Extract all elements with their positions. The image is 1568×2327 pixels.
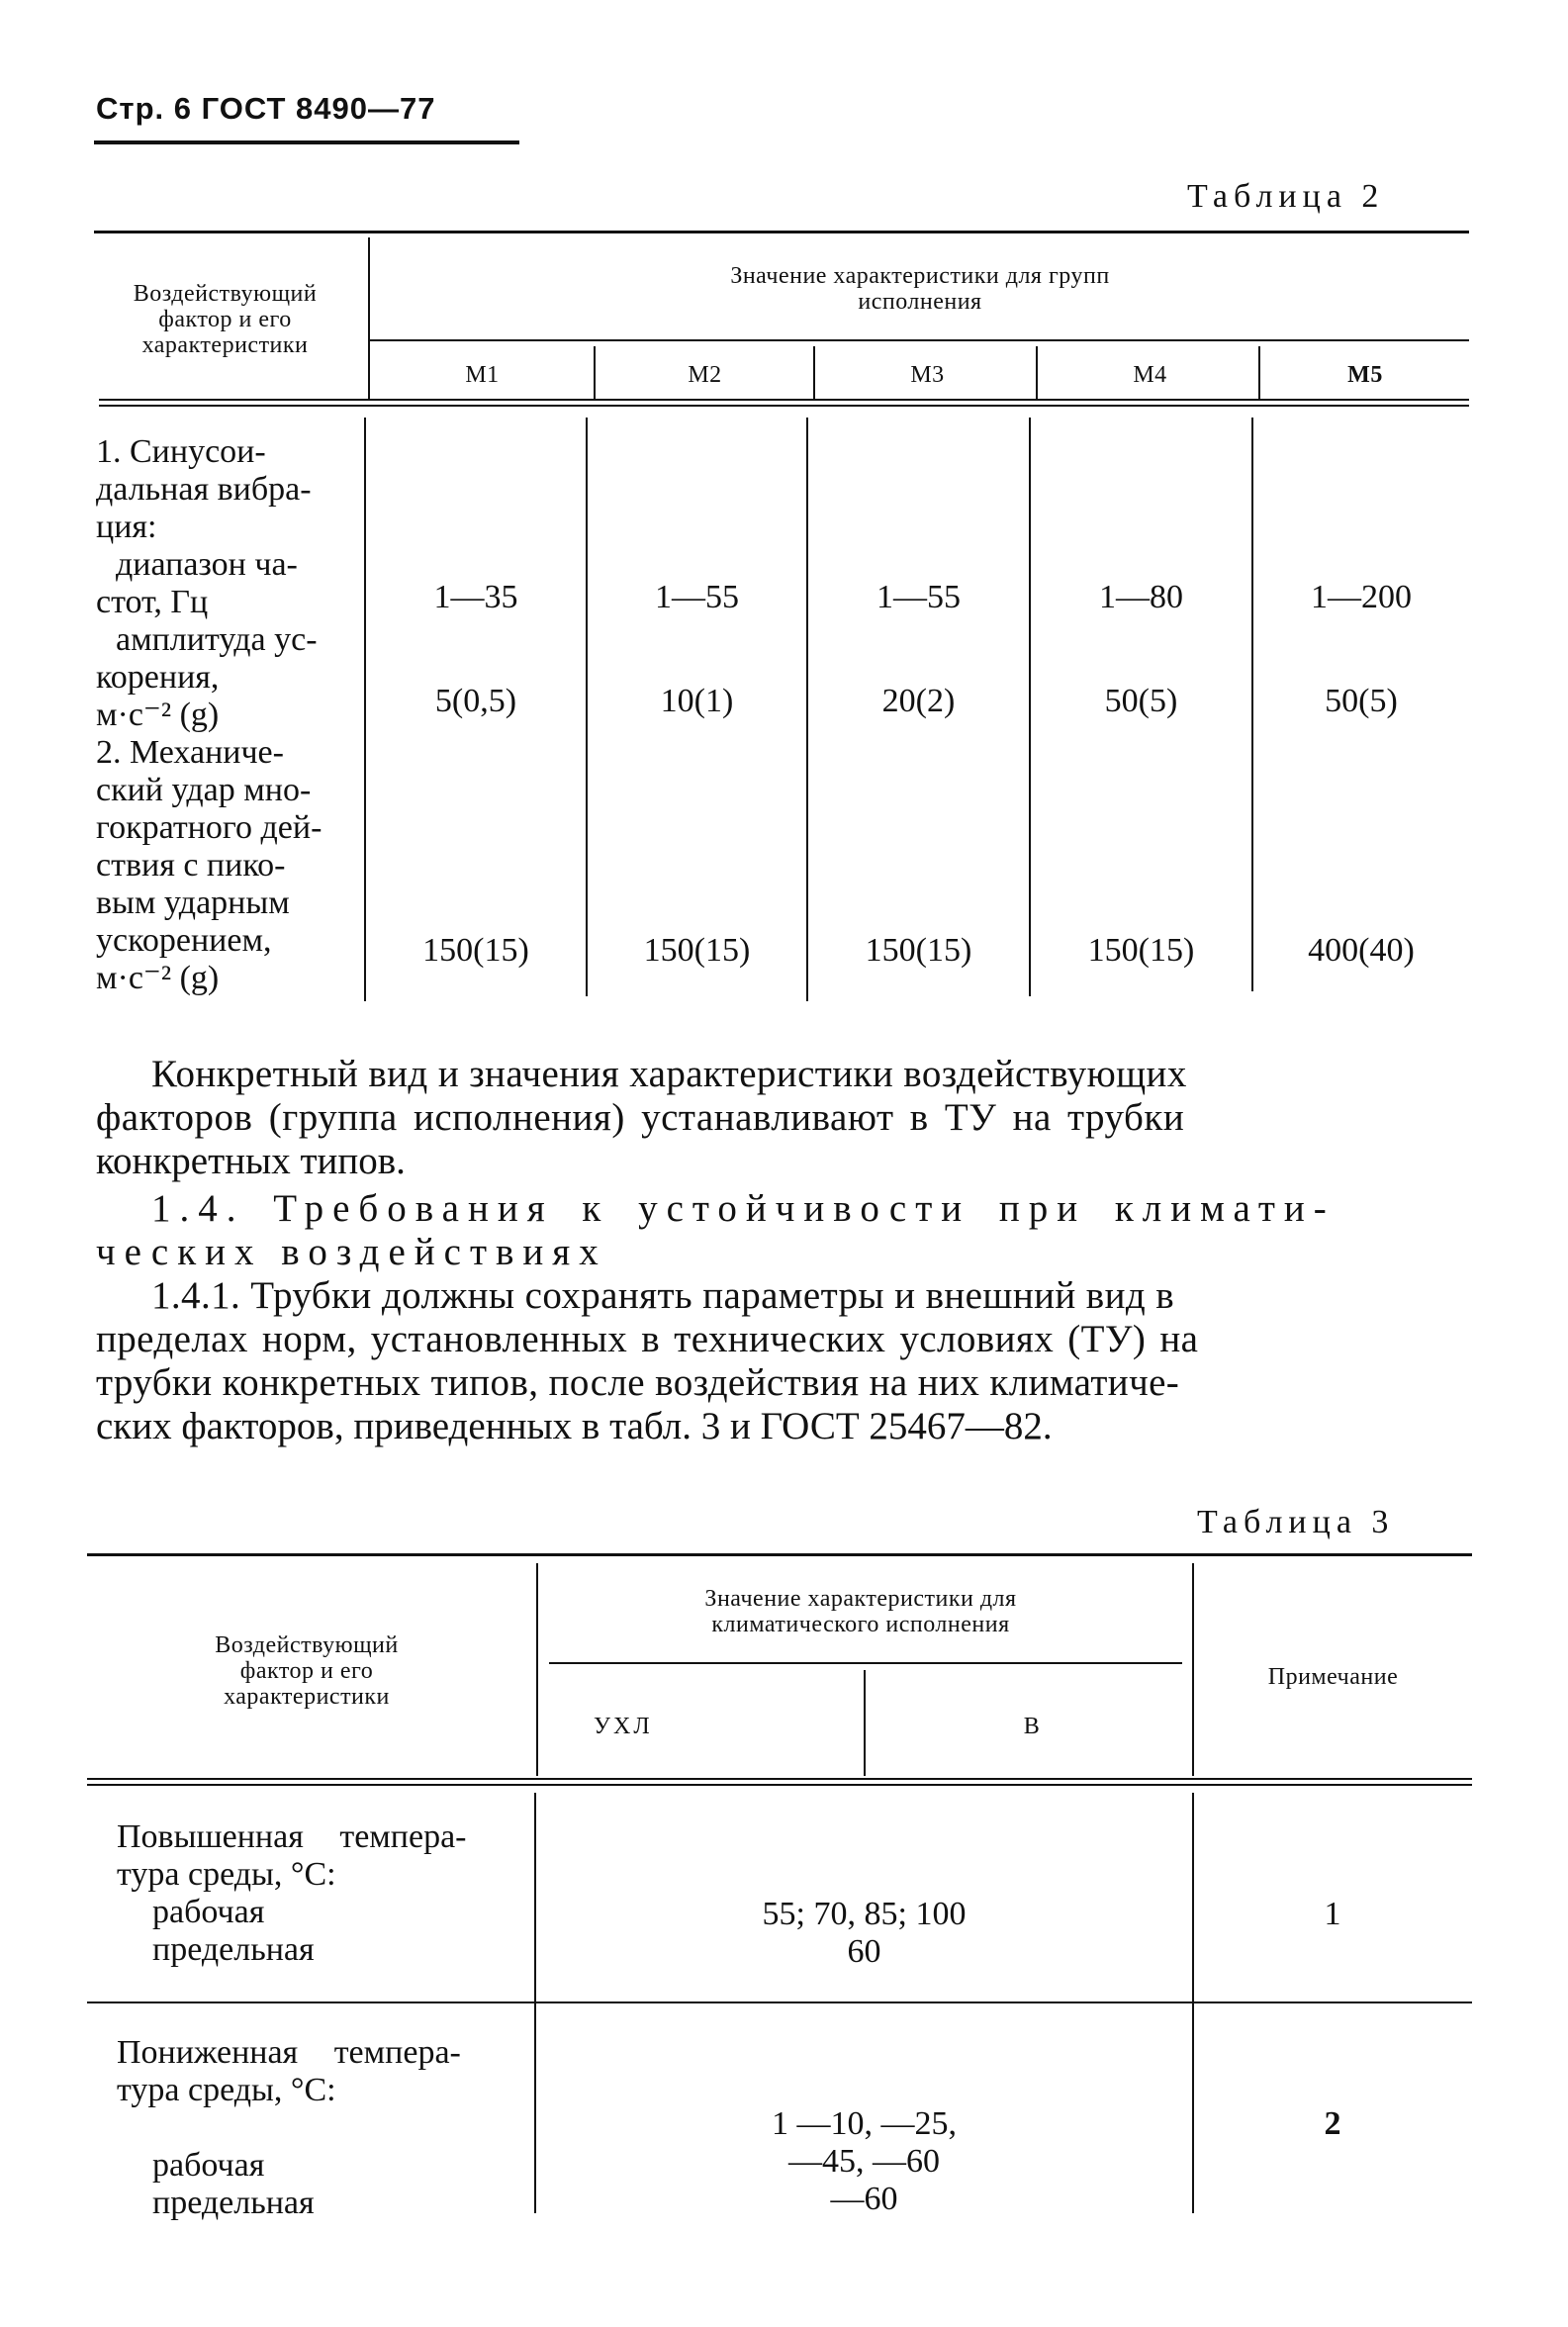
value-line: —45, —60 [788, 2143, 940, 2180]
factor-line: стот, Гц [96, 584, 209, 620]
table2-col-separator [368, 237, 370, 399]
table2-header-bottom-rule [99, 405, 1469, 407]
factor-line: амплитуда ус- [116, 621, 318, 658]
table3-header-bottom-rule [87, 1784, 1472, 1786]
text-line: факторов (группа исполнения) устанавливают в ТУ на трубки [96, 1096, 1185, 1139]
table3-row1-value [536, 1896, 1192, 1971]
paragraph-p3 [96, 1274, 1481, 1448]
table2-col-separator [1258, 346, 1260, 399]
text-line: Конкретный вид и значения характеристики воздействующих [151, 1053, 1187, 1095]
text-line: 1.4. Требования к устойчивости при климати- [151, 1187, 1336, 1230]
factor-line: корения, [96, 659, 220, 696]
table2-cell: 20(2) [881, 683, 956, 719]
text-line: ческих воздействиях [96, 1231, 607, 1273]
header-rule [94, 140, 519, 144]
table3-header-bottom-rule [87, 1778, 1472, 1780]
factor-line: Пониженная темпера- [117, 2034, 461, 2071]
table2-top-rule [94, 231, 1469, 233]
table2-factor-header [99, 281, 351, 358]
table2-header-mid-rule [368, 339, 1469, 341]
factor-line: тура среды, °С: [117, 1856, 336, 1893]
value-line: 55; 70, 85; 100 [762, 1896, 967, 1932]
table2-group-m1: М1 [465, 362, 500, 388]
table2-cell: 150(15) [643, 932, 751, 969]
table3-row2-factor [117, 2034, 527, 2222]
factor-line: ский удар мно- [96, 772, 312, 808]
table2-cell: 150(15) [422, 932, 529, 969]
factor-line: 1. Синусои- [96, 433, 266, 470]
factor-line: тура среды, °С: [117, 2072, 336, 2108]
factor-line: рабочая [152, 1894, 265, 1930]
value-line: 1 —10, —25, [772, 2105, 957, 2142]
table3-factor-header-line: характеристики [224, 1684, 390, 1710]
factor-line: диапазон ча- [116, 546, 298, 583]
factor-line: ускорением, [96, 922, 272, 959]
table2-header-bottom-rule [99, 399, 1469, 401]
text-line: пределах норм, установленных в технических условиях (ТУ) на [96, 1318, 1199, 1360]
table3-row2-value [536, 2105, 1192, 2218]
table2-col-separator [1036, 346, 1038, 399]
factor-line: гократного дей- [96, 809, 323, 846]
table2-cell: 1—55 [876, 579, 961, 615]
table2-cell: 1—35 [433, 579, 518, 615]
table3-group-header-line: климатического исполнения [711, 1612, 1010, 1637]
table2-group-header [371, 263, 1469, 315]
table2-group-m2: М2 [688, 362, 722, 388]
factor-line [117, 2109, 527, 2147]
table2-cell: 50(5) [1104, 683, 1178, 719]
table3-col-separator [536, 1563, 538, 1776]
table2-cell: 5(0,5) [434, 683, 517, 719]
table3-row2-note: 2 [1324, 2105, 1341, 2142]
factor-line: вым ударным [96, 884, 290, 921]
factor-line: предельная [152, 2185, 315, 2221]
table3-factor-header-line: фактор и его [239, 1658, 374, 1684]
value-line: —60 [830, 2181, 898, 2217]
table3-col-separator [864, 1670, 866, 1776]
table3-caption: Таблица 3 [1197, 1504, 1395, 1540]
table2-cell: 150(15) [865, 932, 972, 969]
table2-group-m5: М5 [1347, 362, 1383, 388]
table2-caption: Таблица 2 [1187, 178, 1385, 215]
table2-factor-header-line: Воздействующий [133, 281, 318, 307]
table2-group-header-line: исполнения [858, 289, 982, 315]
table3-col-separator [1192, 1563, 1194, 1776]
table2-factor-header-line: фактор и его [158, 307, 292, 332]
table2-cell: 1—80 [1099, 579, 1183, 615]
table3-subcol-uhl: УХЛ [594, 1714, 653, 1739]
table2-group-header-line: Значение характеристики для групп [730, 263, 1110, 289]
table3-row-separator [87, 2001, 1472, 2003]
table2-col-separator [594, 346, 596, 399]
table3-subcol-v: В [1023, 1714, 1041, 1739]
table3-group-header-line: Значение характеристики для [704, 1586, 1017, 1612]
table3-top-rule [87, 1553, 1472, 1556]
table2-group-m4: М4 [1133, 362, 1167, 388]
table3-row1-note: 1 [1324, 1896, 1341, 1932]
table2-cell: 50(5) [1325, 683, 1398, 719]
paragraph-p1 [96, 1053, 1471, 1183]
factor-line: предельная [152, 1931, 315, 1968]
table2-col-separator [813, 346, 815, 399]
page-header: Стр. 6 ГОСТ 8490—77 [96, 91, 436, 126]
factor-line: ствия с пико- [96, 847, 286, 884]
text-line: конкретных типов. [96, 1140, 406, 1182]
table3-header-mid-rule [549, 1662, 1182, 1664]
table2-factor-header-line: характеристики [141, 332, 309, 358]
table2-cell: 400(40) [1308, 932, 1415, 969]
factor-line: м·с⁻² (g) [96, 697, 220, 733]
table3-note-header: Примечание [1267, 1664, 1399, 1690]
factor-line: 2. Механиче- [96, 734, 284, 771]
factor-line: рабочая [152, 2147, 265, 2184]
text-line: ских факторов, приведенных в табл. 3 и ГОСТ 25467—82. [96, 1405, 1053, 1447]
table3-row1-factor [117, 1818, 527, 1969]
value-line: 60 [847, 1933, 881, 1970]
table2-factor-cell [96, 433, 355, 997]
factor-line: ция: [96, 509, 157, 545]
factor-line: Повышенная темпера- [117, 1818, 467, 1855]
factor-line: дальная вибра- [96, 471, 312, 508]
table2-cell: 1—200 [1311, 579, 1412, 615]
table3-factor-header-line: Воздействующий [215, 1632, 399, 1658]
table2-cell: 1—55 [655, 579, 739, 615]
section-heading-1-4 [96, 1187, 1481, 1274]
table2-group-m3: М3 [910, 362, 945, 388]
table3-factor-header [89, 1632, 524, 1710]
text-line: трубки конкретных типов, после воздействия на них климатиче- [96, 1361, 1180, 1404]
text-line: 1.4.1. Трубки должны сохранять параметры и внешний вид в [151, 1274, 1175, 1317]
factor-line: м·с⁻² (g) [96, 960, 220, 996]
table2-cell: 10(1) [660, 683, 734, 719]
table3-group-header [539, 1586, 1182, 1637]
table2-cell: 150(15) [1087, 932, 1195, 969]
